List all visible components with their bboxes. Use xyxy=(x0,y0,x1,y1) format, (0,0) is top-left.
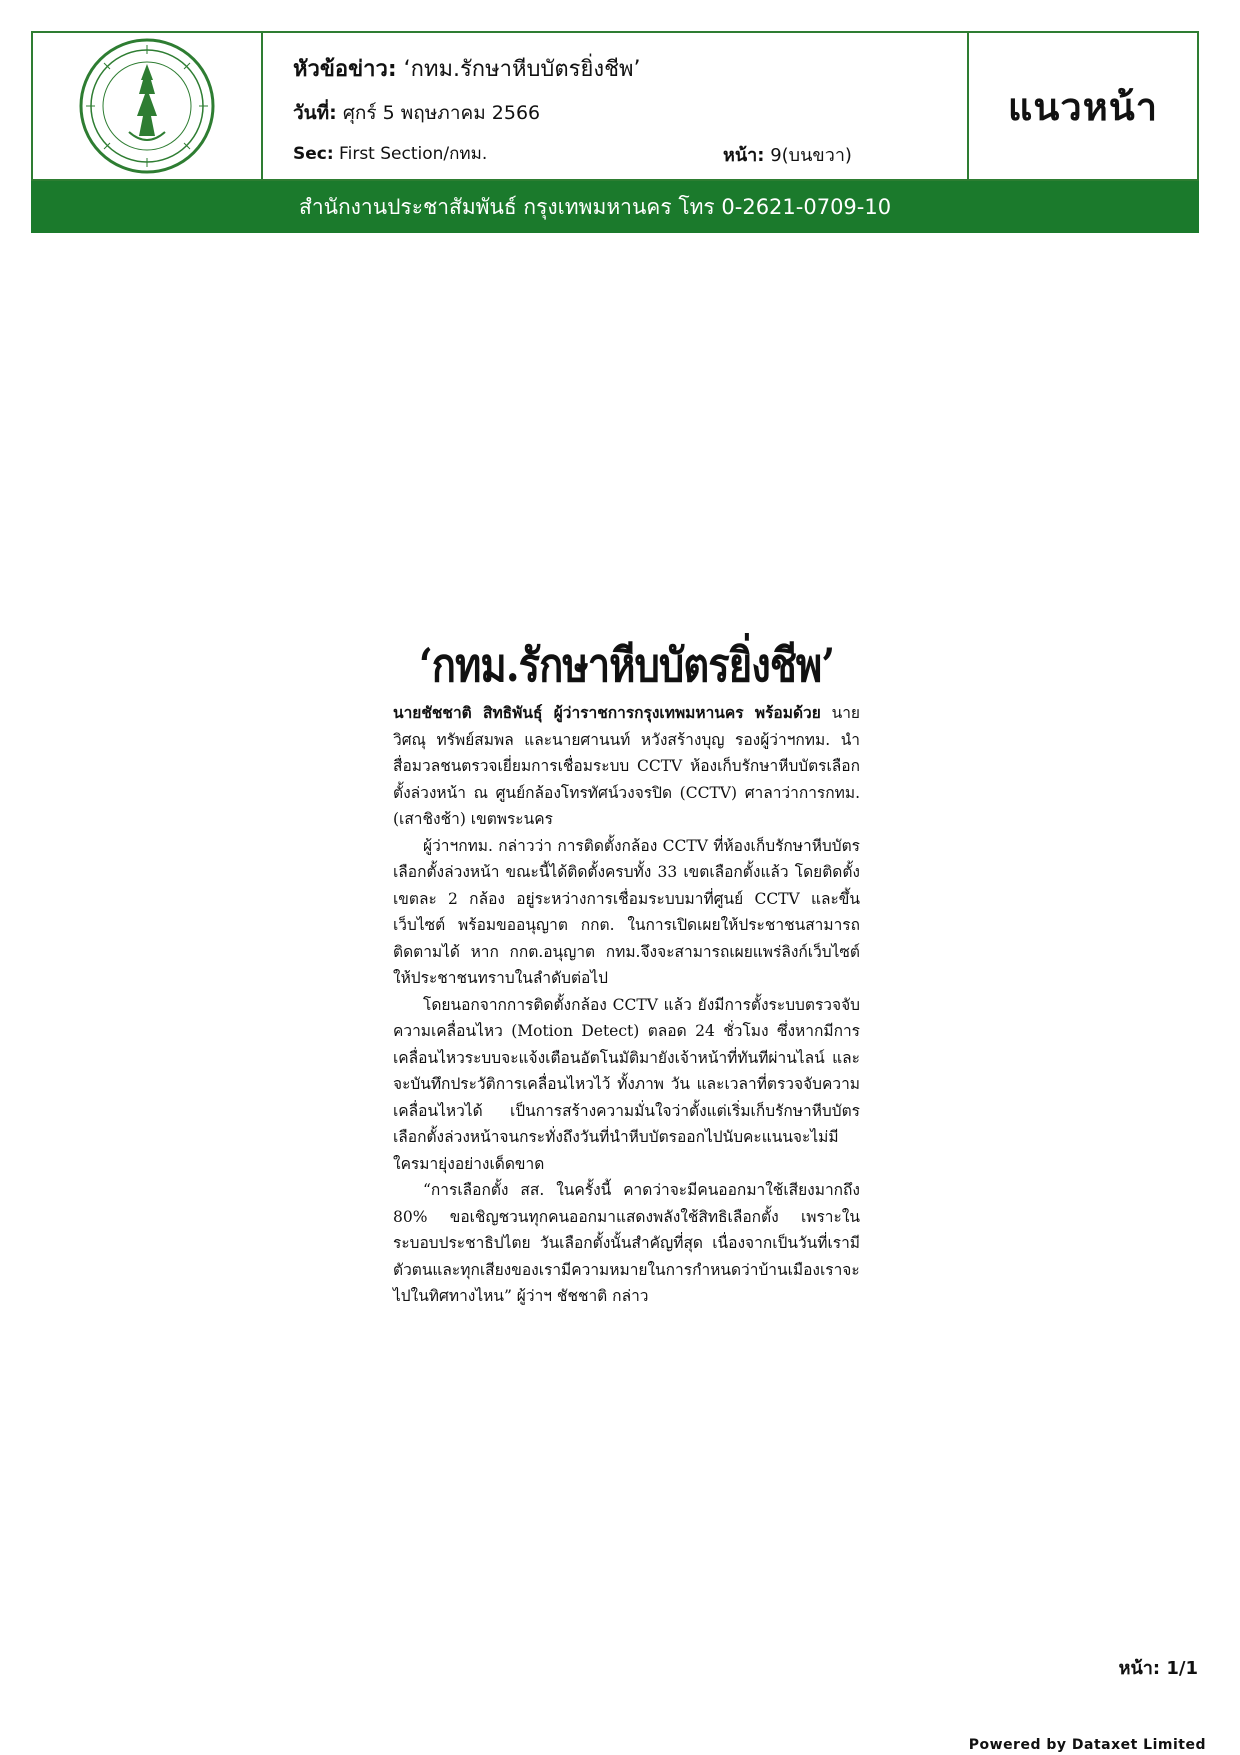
powered-by: Powered by Dataxet Limited xyxy=(968,1737,1206,1753)
publication-name: แนวหน้า xyxy=(1007,84,1159,129)
page-ref-line xyxy=(723,140,852,169)
date-label: วันที่: xyxy=(293,102,337,124)
article-paragraph-4: “การเลือกตั้ง สส. ในครั้งนี้ คาดว่าจะมีคนออกมาใช้เสียงมากถึง 80% ขอเชิญชวนทุกคนออกมาแสดงพลังใช้สิทธิเลือกตั้ง เพราะในระบอบประชาธิปไตย วันเลือกตั้งนั้นสำคัญที่สุด เนื่องจากเป็นวันที่เรามีตัวตนและทุกเสียงของเรามีความหมายในการกำหนดว่าบ้านเมืองเราจะไปในทิศทางไหน” ผู้ว่าฯ ชัชชาติ กล่าว xyxy=(393,1181,860,1305)
info-cell xyxy=(263,33,969,179)
article-paragraph-1-rest: นายวิศณุ ทรัพย์สมพล และนายศานนท์ หวังสร้างบุญ รองผู้ว่าฯกทม. นำสื่อมวลชนตรวจเยี่ยมการเชื่อมระบบ CCTV ห้องเก็บรักษาหีบบัตรเลือกตั้งล่วงหน้า ณ ศูนย์กล้องโทรทัศน์วงจรปิด (CCTV) ศาลาว่าการกทม. (เสาชิงช้า) เขตพระนคร xyxy=(393,704,860,828)
article-title: ‘กทม.รักษาหีบบัตรยิ่งชีพ’ xyxy=(418,638,835,693)
headline-line xyxy=(293,51,641,86)
section-value: First Section/กทม. xyxy=(333,144,488,164)
news-article xyxy=(393,640,860,1310)
logo-cell xyxy=(33,33,263,179)
date-value: ศุกร์ 5 พฤษภาคม 2566 xyxy=(336,102,541,124)
tag-cell xyxy=(969,33,1197,179)
article-lead: นายชัชชาติ สิทธิพันธุ์ ผู้ว่าราชการกรุงเทพมหานคร พร้อมด้วย xyxy=(393,703,821,722)
article-paragraph-2: ผู้ว่าฯกทม. กล่าวว่า การติดตั้งกล้อง CCTV ที่ห้องเก็บรักษาหีบบัตรเลือกตั้งล่วงหน้า ขณะนี้ได้ติดตั้งครบทั้ง 33 เขตเลือกตั้งแล้ว โดยติดตั้งเขตละ 2 กล้อง อยู่ระหว่างการเชื่อมระบบมาที่ศูนย์ CCTV และขึ้นเว็บไซต์ พร้อมขออนุญาต กกต. ในการเปิดเผยให้ประชาชนสามารถติดตามได้ หาก กกต.อนุญาต กทม.จึงจะสามารถเผยแพร่ลิงก์เว็บไซต์ให้ประชาชนทราบในลำดับต่อไป xyxy=(393,836,860,987)
section-label: Sec: xyxy=(293,144,334,164)
headline-label: หัวข้อข่าว: xyxy=(293,57,397,82)
page-ref-value: 9(บนขวา) xyxy=(764,145,852,166)
article-paragraph-1 xyxy=(393,700,860,833)
article-paragraph-3: โดยนอกจากการติดตั้งกล้อง CCTV แล้ว ยังมีการตั้งระบบตรวจจับความเคลื่อนไหว (Motion Detect) ตลอด 24 ชั่วโมง ซึ่งหากมีการเคลื่อนไหวระบบจะแจ้งเตือนอัตโนมัติมายังเจ้าหน้าที่ทันทีผ่านไลน์ และจะบันทึกประวัติการเคลื่อนไหวไว้ ทั้งภาพ วัน และเวลาที่ตรวจจับความเคลื่อนไหวได้ เป็นการสร้างความมั่นใจว่าตั้งแต่เริ่มเก็บรักษาหีบบัตรเลือกตั้งล่วงหน้าจนกระทั่งถึงวันที่นำหีบบัตรออกไปนับคะแนนจะไม่มีใครมายุ่งอย่างเด็ดขาด xyxy=(393,995,860,1173)
bangkok-seal-logo xyxy=(77,36,217,176)
page-count: หน้า: 1/1 xyxy=(1118,1658,1198,1679)
section-line xyxy=(293,140,487,167)
pr-office-banner xyxy=(31,181,1199,233)
date-line xyxy=(293,98,540,128)
clipping-header xyxy=(31,31,1199,181)
banner-text: สำนักงานประชาสัมพันธ์ กรุงเทพมหานคร โทร 0-2621-0709-10 xyxy=(299,194,892,219)
page-ref-label: หน้า: xyxy=(723,145,765,166)
headline-value: ‘กทม.รักษาหีบบัตรยิ่งชีพ’ xyxy=(396,57,641,82)
